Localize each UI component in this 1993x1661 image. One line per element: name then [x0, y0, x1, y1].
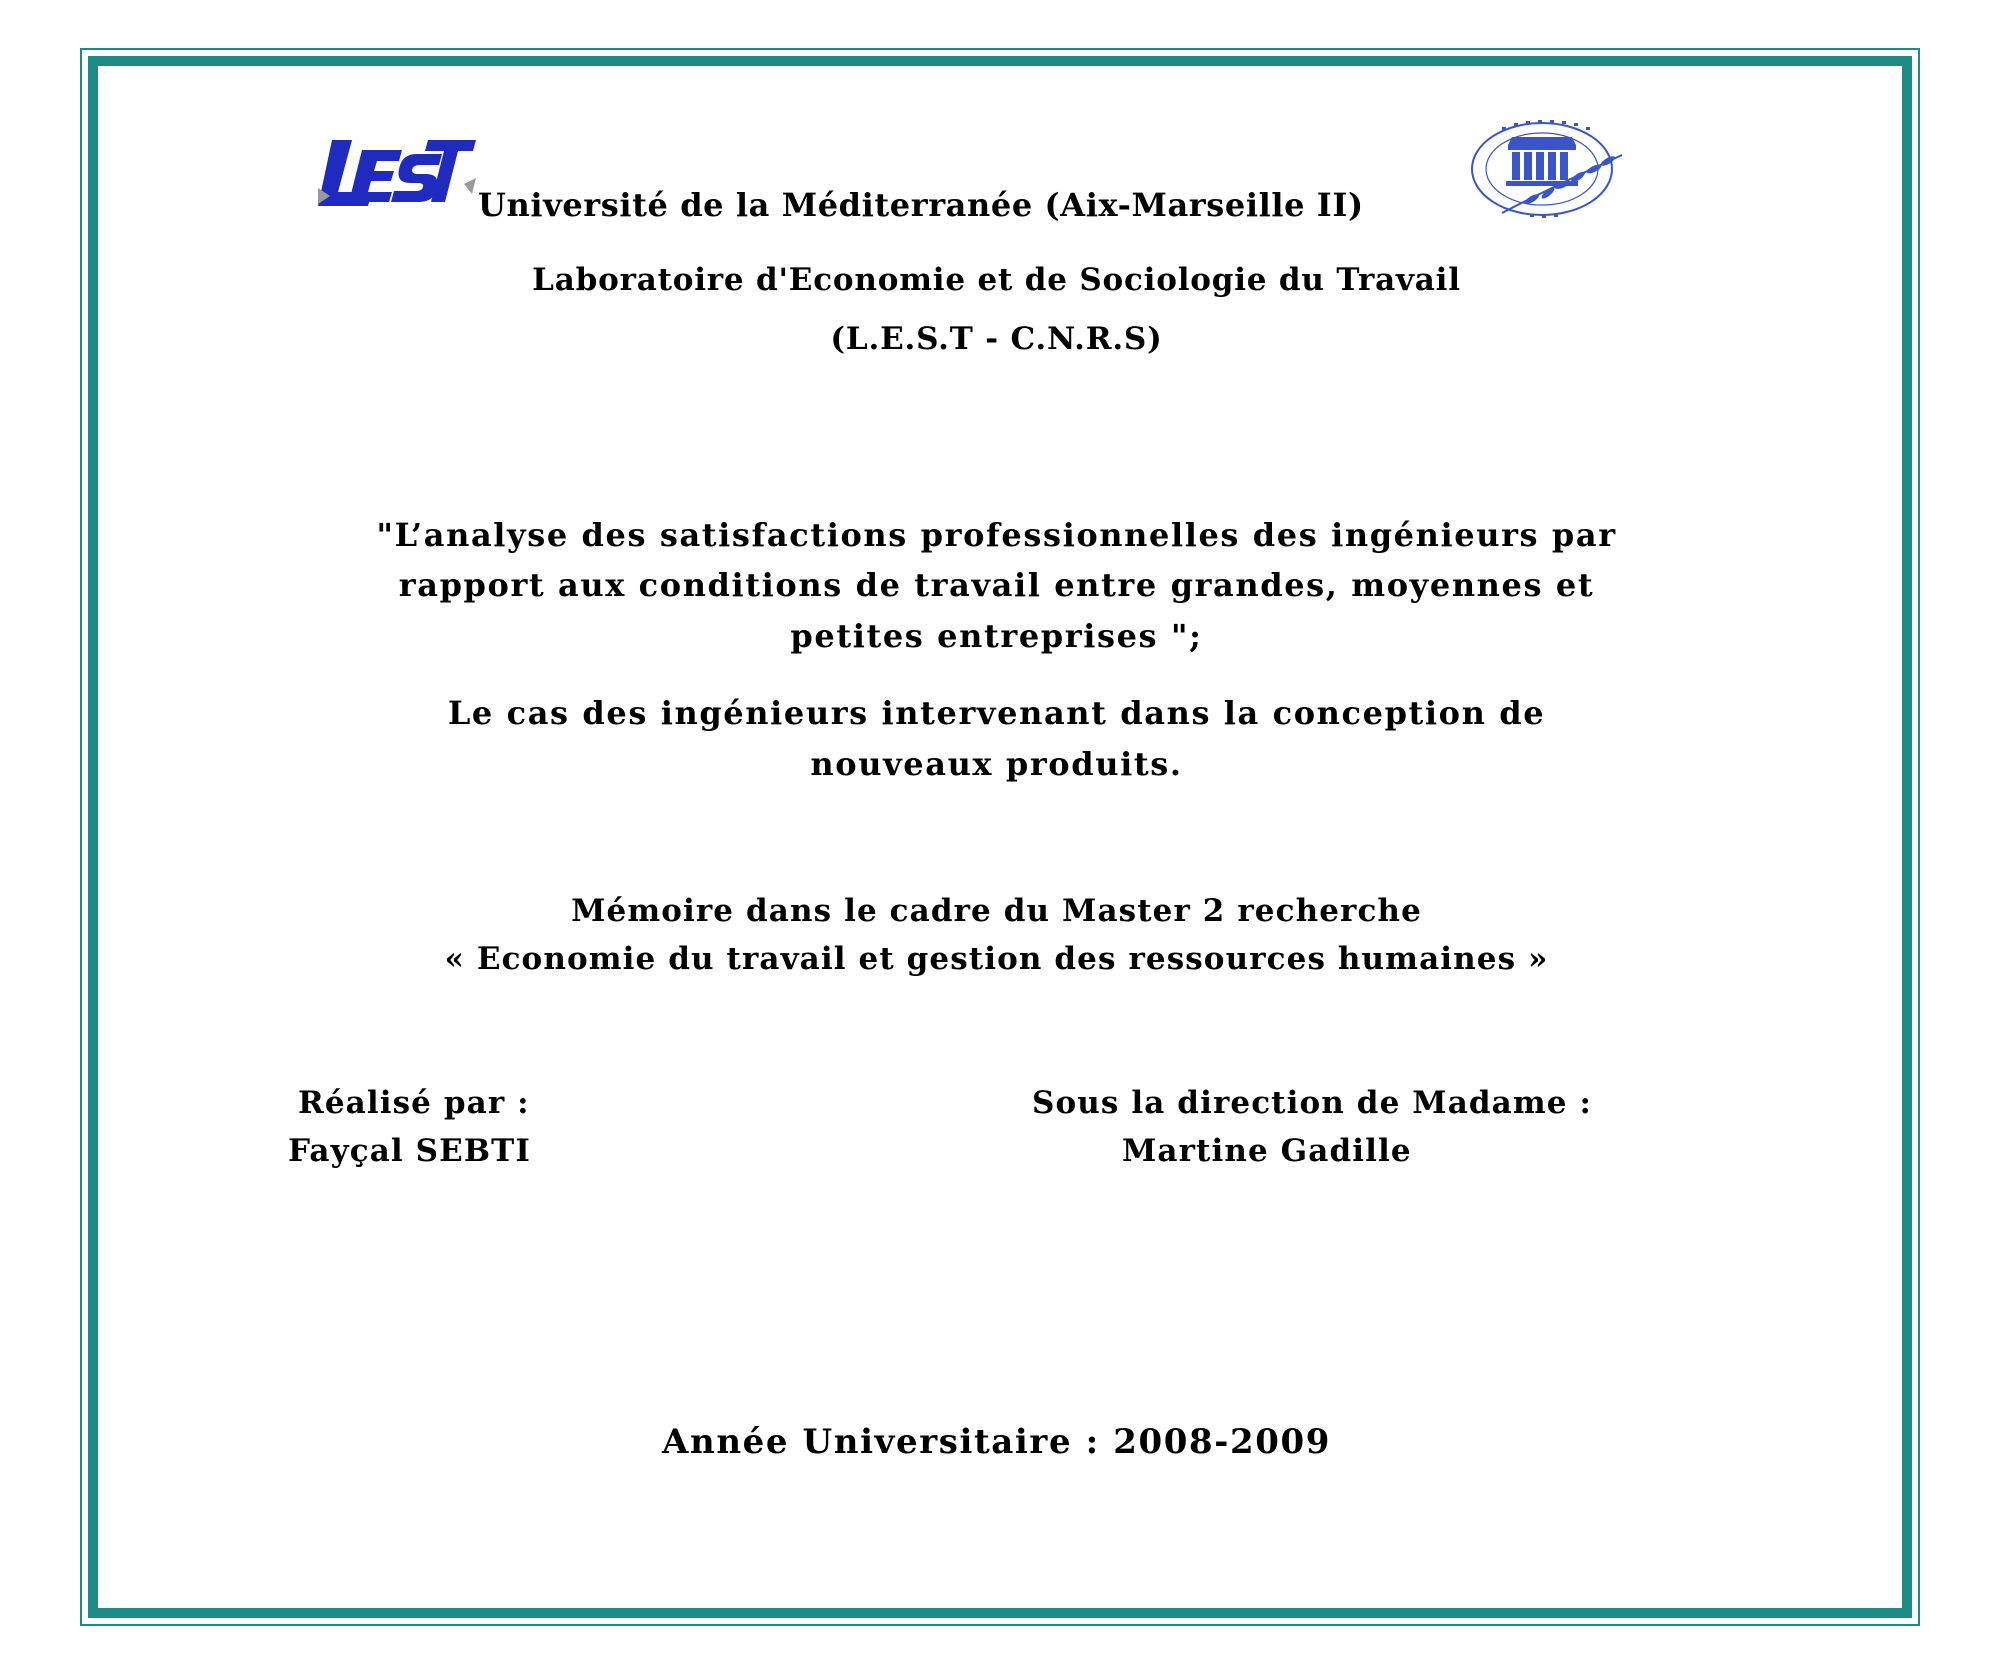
university-name: Université de la Méditerranée (Aix-Marseille II)	[478, 186, 1364, 224]
academic-year: Année Universitaire : 2008-2009	[662, 1422, 1331, 1462]
lest-logo	[316, 134, 476, 216]
thesis-title-line: "L’analyse des satisfactions professionnelles des ingénieurs par	[376, 516, 1617, 554]
thesis-title-line: petites entreprises ";	[790, 617, 1203, 655]
director-label: Sous la direction de Madame :	[1032, 1085, 1593, 1121]
author-name: Fayçal SEBTI	[288, 1133, 531, 1169]
lest-logo-text: LEST	[396, 214, 399, 215]
master-program-name: « Economie du travail et gestion des ressources humaines »	[444, 941, 1549, 977]
memoire-description: Mémoire dans le cadre du Master 2 recherche	[571, 893, 1422, 929]
laboratory-name: Laboratoire d'Economie et de Sociologie du Travail	[532, 262, 1461, 298]
university-seal-logo	[1462, 117, 1630, 223]
thesis-subtitle-line: nouveaux produits.	[810, 745, 1183, 783]
director-name: Martine Gadille	[1122, 1133, 1412, 1169]
thesis-subtitle-line: Le cas des ingénieurs intervenant dans la conception de	[447, 694, 1546, 732]
thesis-title-line: rapport aux conditions de travail entre grandes, moyennes et	[398, 566, 1595, 604]
laboratory-acronym: (L.E.S.T - C.N.R.S)	[830, 321, 1163, 357]
author-label: Réalisé par :	[298, 1085, 530, 1121]
